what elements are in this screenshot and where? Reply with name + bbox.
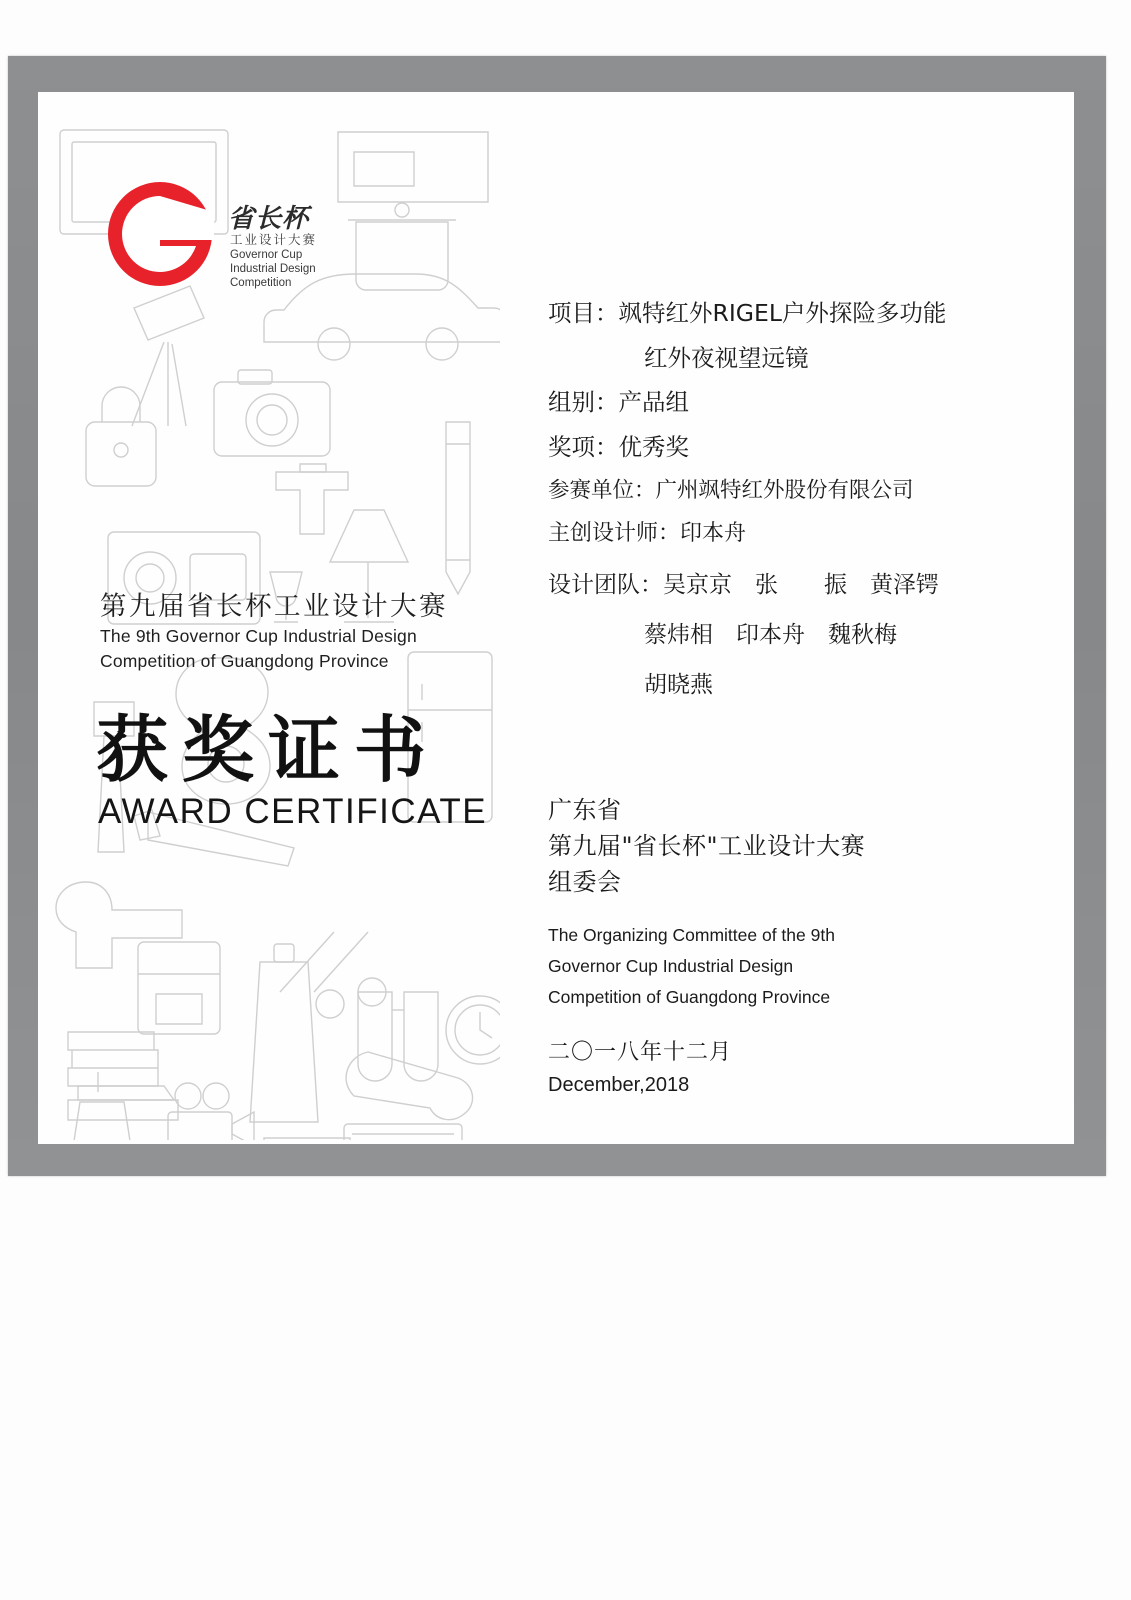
field-category (548, 388, 1068, 416)
certificate-title-en: AWARD CERTIFICATE (98, 792, 488, 831)
competition-title-cn: 第九届省长杯工业设计大赛 (100, 591, 448, 622)
issuer-cn-line1: 广东省 (548, 796, 622, 824)
field-lead-designer (548, 520, 1068, 546)
field-team (548, 566, 1068, 599)
issue-date-cn: 二〇一八年十二月 (548, 1040, 733, 1065)
field-company-label: 参赛单位： (548, 478, 656, 503)
issuer-en-line3: Competition of Guangdong Province (548, 987, 831, 1007)
competition-title-en-line1: The 9th Governor Cup Industrial Design (100, 626, 417, 646)
field-team-line1: 吴京京 张 振 黄泽锷 (663, 571, 939, 598)
competition-title-en-line2: Competition of Guangdong Province (100, 651, 389, 671)
award-fields (548, 299, 1068, 716)
field-category-label: 组别： (548, 388, 619, 416)
logo-subtitle-en-line2: Industrial Design (230, 263, 316, 275)
issuer-block (548, 792, 1068, 1097)
certificate-title-cn: 获奖证书 (96, 708, 441, 792)
logo-subtitle-en (230, 248, 316, 290)
field-company-value: 广州飒特红外股份有限公司 (655, 478, 914, 503)
competition-title-en (100, 624, 500, 674)
field-award-label: 奖项： (548, 432, 619, 461)
field-project-continuation: 红外夜视望远镜 (644, 343, 809, 372)
field-award (548, 432, 1068, 461)
certificate-frame (8, 56, 1106, 1176)
issuer-en (548, 920, 1068, 1013)
field-project-label: 项目： (548, 299, 619, 327)
field-company (548, 480, 1068, 502)
logo-subtitle-en-line3: Competition (230, 277, 292, 289)
field-project-value: 飒特红外RIGEL户外探险多功能 (618, 299, 947, 327)
field-lead-designer-label: 主创设计师： (548, 520, 681, 546)
certificate-content (530, 92, 1074, 1144)
field-award-value: 优秀奖 (618, 432, 689, 461)
logo-name-cn: 省长杯 (228, 204, 310, 234)
certificate-body (38, 92, 1074, 1144)
governor-cup-g-mark-icon (106, 180, 214, 288)
field-team-line2: 蔡炜相 印本舟 魏秋梅 (644, 621, 897, 648)
field-project (548, 299, 1068, 327)
field-team-label: 设计团队： (548, 571, 663, 598)
issue-date-en: December,2018 (548, 1074, 690, 1096)
issuer-cn-line2: 第九届"省长杯"工业设计大赛 (548, 832, 866, 860)
field-team-line3: 胡晓燕 (644, 671, 713, 698)
issuer-cn (548, 792, 1068, 900)
left-illustration-panel (38, 92, 500, 1144)
issuer-en-line2: Governor Cup Industrial Design (548, 956, 794, 976)
logo-subtitle-en-line1: Governor Cup (230, 249, 303, 261)
issuer-en-line1: The Organizing Committee of the 9th (548, 925, 835, 945)
logo-subtitle-cn: 工业设计大赛 (230, 232, 318, 247)
competition-logo (106, 180, 406, 300)
issuer-cn-line3: 组委会 (548, 868, 622, 896)
field-category-value: 产品组 (618, 388, 689, 416)
field-lead-designer-value: 印本舟 (680, 520, 747, 546)
